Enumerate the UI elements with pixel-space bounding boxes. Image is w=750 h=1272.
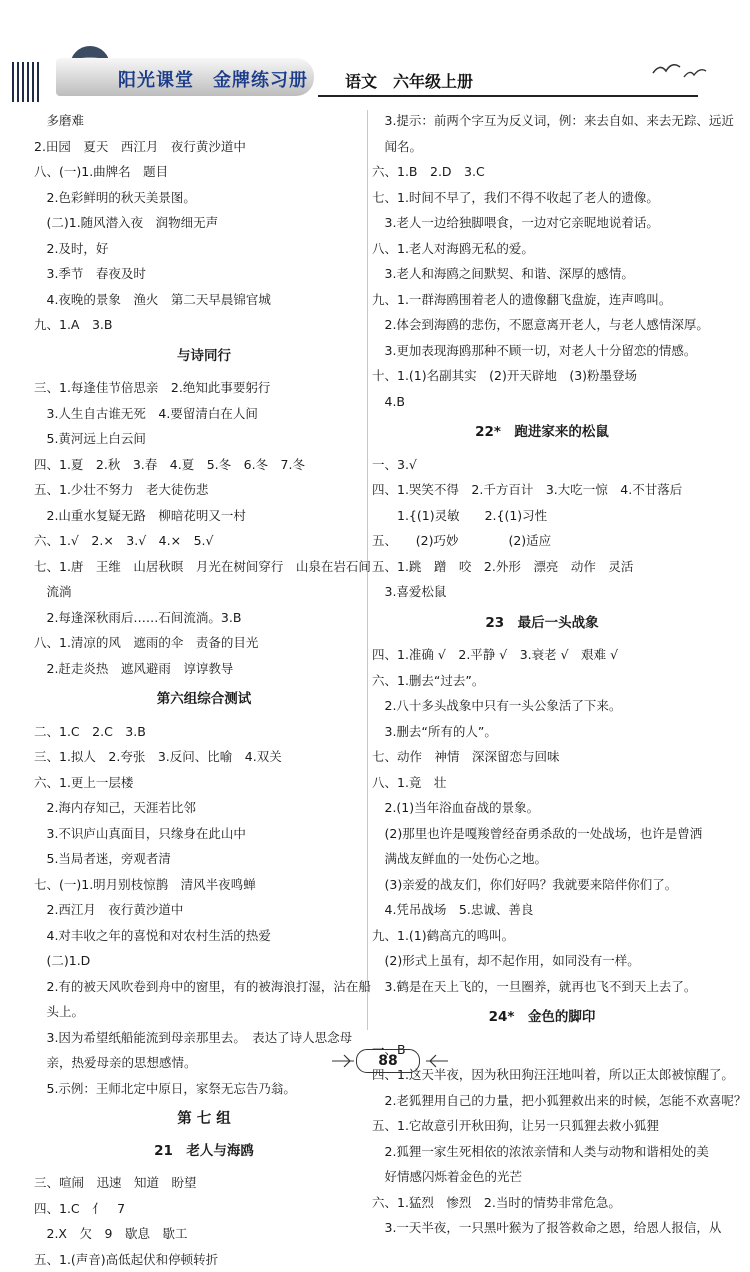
answer-line: 5.当局者迷，旁观者清 [34,846,374,872]
answer-line: 3.删去“所有的人”。 [372,719,712,745]
answer-line: 1.{(1)灵敏 2.{(1)习性 [372,503,712,529]
answer-line: 3.一天半夜，一只黑叶猴为了报答救命之恩，给恩人报信，从 [372,1215,712,1241]
answer-line: 好情感闪烁着金色的光芒 [372,1164,712,1190]
answer-line: (2)形式上虽有，却不起作用，如同没有一样。 [372,948,712,974]
answer-line: 3.喜爱松鼠 [372,579,712,605]
header-rule [318,95,698,97]
answer-line: 5.黄河远上白云间 [34,426,374,452]
page-header [0,0,750,105]
answer-line: 4.夜晚的景象 渔火 第二天早晨锦官城 [34,287,374,313]
answer-line: 三、喧闹 迅速 知道 盼望 [34,1170,374,1196]
answer-line: 五、1.(声音)高低起伏和停顿转折 [34,1247,374,1272]
answer-line: 2.赶走炎热 遮风避雨 谆谆教导 [34,656,374,682]
answer-line: 八、1.竟 壮 [372,770,712,796]
answer-line: 六、1.√ 2.× 3.√ 4.× 5.√ [34,528,374,554]
answer-line: 头上。 [34,999,374,1025]
answer-line: 3.不识庐山真面目，只缘身在此山中 [34,821,374,847]
answer-line: 2.八十多头战象中只有一头公象活了下来。 [372,693,712,719]
answer-line: 四、1.准确 √ 2.平静 √ 3.衰老 √ 艰难 √ [372,642,712,668]
answer-line: 四、1.这天半夜，因为秋田狗汪汪地叫着，所以正太郎被惊醒了。 [372,1062,712,1088]
answer-line: 一、3.√ [372,452,712,478]
answer-line: 七、1.时间不早了，我们不得不收起了老人的遗像。 [372,185,712,211]
answer-line: 满战友鲜血的一处伤心之地。 [372,846,712,872]
answer-line: 九、1.A 3.B [34,312,374,338]
answer-line: 流淌 [34,579,374,605]
section-heading: 第 七 组 [34,1107,374,1133]
answer-line: 3.老人和海鸥之间默契、和谐、深厚的感情。 [372,261,712,287]
answer-line: 2.海内存知己，天涯若比邻 [34,795,374,821]
answer-line: 2.每逢深秋雨后……石间流淌。3.B [34,605,374,631]
answer-line: 闻名。 [372,134,712,160]
answer-line: (二)1.随风潜入夜 润物细无声 [34,210,374,236]
page-number: 88 [356,1049,420,1073]
answer-line: 3.人生自古谁无死 4.要留清白在人间 [34,401,374,427]
answer-line: 2.西江月 夜行黄沙道中 [34,897,374,923]
answer-line: 4.B [372,389,712,415]
section-heading: 24* 金色的脚印 [372,1005,712,1031]
answer-line: 2.有的被天风吹卷到舟中的窗里，有的被海浪打湿，沾在船 [34,974,374,1000]
answer-line: 2.山重水复疑无路 柳暗花明又一村 [34,503,374,529]
header-stripes [12,62,42,102]
answer-line: 2.狐狸一家生死相依的浓浓亲情和人类与动物和谐相处的美 [372,1139,712,1165]
answer-line: 五、1.跳 蹭 咬 2.外形 漂亮 动作 灵活 [372,554,712,580]
answer-line: 2.X 欠 9 歇息 歇工 [34,1221,374,1247]
answer-line: 四、1.C 亻 7 [34,1196,374,1222]
page-footer [330,1045,450,1075]
answer-line: 3.因为希望纸船能流到母亲那里去。 表达了诗人思念母 [34,1025,374,1051]
answer-line: 七、1.唐 王维 山居秋暝 月光在树间穿行 山泉在岩石间 [34,554,374,580]
answer-line: 多磨难 [34,108,374,134]
answer-line: 四、1.哭笑不得 2.千方百计 3.大吃一惊 4.不甘落后 [372,477,712,503]
answer-line: 2.色彩鲜明的秋天美景图。 [34,185,374,211]
section-heading: 21 老人与海鸥 [34,1139,374,1165]
answer-line: 九、1.(1)鹤高亢的鸣叫。 [372,923,712,949]
section-heading: 与诗同行 [34,344,374,370]
answer-line: 3.提示：前两个字互为反义词，例：来去自如、来去无踪、远近 [372,108,712,134]
answer-line: 2.老狐狸用自己的力量，把小狐狸救出来的时候，怎能不欢喜呢？ [372,1088,712,1114]
answer-line: 3.老人一边给独脚喂食，一边对它亲昵地说着话。 [372,210,712,236]
answer-line: 六、1.猛烈 惨烈 2.当时的情势非常危急。 [372,1190,712,1216]
answer-line: 4.对丰收之年的喜悦和对农村生活的热爱 [34,923,374,949]
answer-line: 3.更加表现海鸥那种不顾一切，对老人十分留恋的情感。 [372,338,712,364]
answer-line: 五、1.它故意引开秋田狗，让另一只狐狸去救小狐狸 [372,1113,712,1139]
answer-line: 三、1.每逢佳节倍思亲 2.绝知此事要躬行 [34,375,374,401]
section-heading: 23 最后一头战象 [372,611,712,637]
answer-line: 七、动作 神情 深深留恋与回味 [372,744,712,770]
answer-line: 2.(1)当年浴血奋战的景象。 [372,795,712,821]
answer-line: 七、(一)1.明月别枝惊鹊 清风半夜鸣蝉 [34,872,374,898]
answer-line: 四、1.夏 2.秋 3.春 4.夏 5.冬 6.冬 7.冬 [34,452,374,478]
answer-line: 五、1.少壮不努力 老大徒伤悲 [34,477,374,503]
answer-line: 3.季节 春夜及时 [34,261,374,287]
answer-line: 九、1.一群海鸥围着老人的遗像翻飞盘旋，连声鸣叫。 [372,287,712,313]
answer-line: 3.鹤是在天上飞的，一旦圈养，就再也飞不到天上去了。 [372,974,712,1000]
header-subject: 语文 六年级上册 [345,69,473,92]
answer-line: 二、1.C 2.C 3.B [34,719,374,745]
answer-line: 一、B [372,1037,712,1063]
section-heading: 22* 跑进家来的松鼠 [372,420,712,446]
header-title: 阳光课堂 金牌练习册 [118,66,308,92]
answer-line: 六、1.删去“过去”。 [372,668,712,694]
answer-line: 六、1.更上一层楼 [34,770,374,796]
answer-line: 亲，热爱母亲的思想感情。 [34,1050,374,1076]
answer-line: 五、 (2)巧妙 (2)适应 [372,528,712,554]
answer-line: 三、1.拟人 2.夸张 3.反问、比喻 4.双关 [34,744,374,770]
answer-line: (2)那里也许是嘎羧曾经奋勇杀敌的一处战场，也许是曾洒 [372,821,712,847]
answer-line: 六、1.B 2.D 3.C [372,159,712,185]
answer-line: 八、1.老人对海鸥无私的爱。 [372,236,712,262]
section-heading: 第六组综合测试 [34,687,374,713]
answer-line: 十、1.(1)名副其实 (2)开天辟地 (3)粉墨登场 [372,363,712,389]
answer-line: 2.体会到海鸥的悲伤，不愿意离开老人，与老人感情深厚。 [372,312,712,338]
answer-line: (二)1.D [34,948,374,974]
answer-line: (3)亲爱的战友们，你们好吗？我就要来陪伴你们了。 [372,872,712,898]
answer-line: 八、(一)1.曲牌名 题目 [34,159,374,185]
answer-line: 八、1.清凉的风 遮雨的伞 责备的目光 [34,630,374,656]
answer-line: 5.示例：王师北定中原日，家祭无忘告乃翁。 [34,1076,374,1102]
answer-line: 2.及时，好 [34,236,374,262]
answer-line: 4.凭吊战场 5.忠诚、善良 [372,897,712,923]
left-column [34,108,374,1272]
birds-icon [648,55,708,85]
answer-line: 2.田园 夏天 西江月 夜行黄沙道中 [34,134,374,160]
